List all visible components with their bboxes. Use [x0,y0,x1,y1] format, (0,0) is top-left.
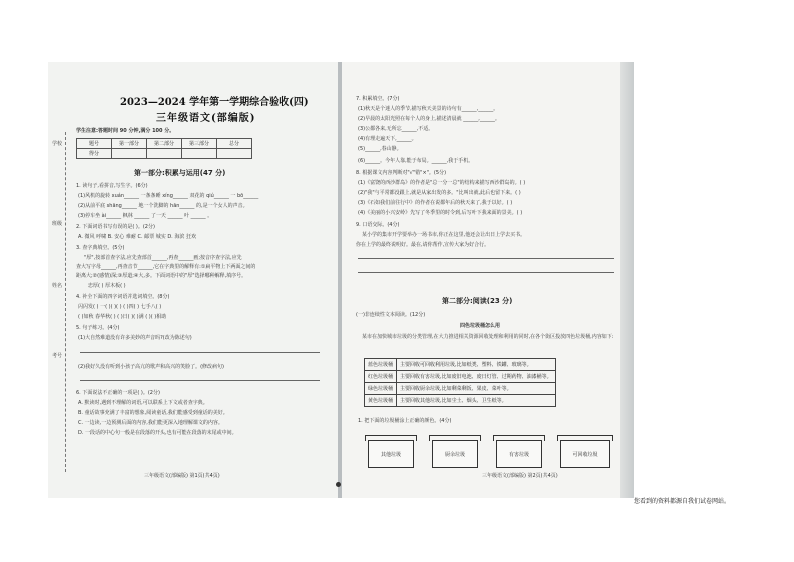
q1-reading-prompt: 1. 把下面的垃圾桶涂上正确的颜色。(4分) [358,418,452,424]
q8-prompt: 8. 根据课文内容判断对"√"错"×"。(5分) [356,170,447,176]
bin-desc-cell: 主要回收有害垃圾,比如废旧电池、废日灯管、过期药物、油漆桶等。 [397,371,556,383]
q9-text-1: 某小学的集市开学要举办一场书市,你正在这里,他还会让出日上学去买书。 [362,232,526,238]
binding-hole [336,482,341,487]
score-header-cell: 题号 [77,139,112,149]
bin-name-cell: 黄色垃圾桶 [365,395,397,407]
student-notice: 学生注意:答题时间 90 分钟,满分 100 分。 [76,128,175,134]
trash-bin-recyclable[interactable] [560,440,610,468]
q5-item-2: (2)我好久没有听到小孩子高亢的歌声和高兴的笑脸了。(修改病句) [78,364,224,370]
bin-label: 可回收垃圾 [572,452,598,458]
answer-line [358,258,614,259]
q7-item-2: (2)早晨的太阳光照在每个人的身上,描述清晨就 ______,______。 [358,116,500,122]
bin-desc-cell: 主要回收厨余垃圾,比如剩菜剩饭、果皮、菜叶等。 [397,383,556,395]
score-header-cell: 第二部分 [147,139,182,149]
bin-lid-icon [493,435,545,441]
q7-item-6: (6)______。今年人靠,能于布局。______,我于手机。 [358,158,474,164]
score-table [76,138,252,159]
q8-item-4: (4)《美丽的小兴安岭》先写了冬季里的时令到,后写叶下我来面的景美。( ) [358,210,523,216]
q7-prompt: 7. 积累填空。(7分) [356,96,400,102]
bin-lid-icon [365,435,417,441]
bin-label: 其他垃圾 [380,452,401,458]
q6-option-b: B. 童话故事充满了丰富的想象,阅读童话,我们能感受到童话的美好。 [78,410,228,416]
part2-title: 第二部分:阅读(23 分) [442,297,513,305]
trash-bin-other[interactable] [368,440,414,468]
q3-text-2: 查大写字母______,再查音节______,它在字典里的解释有:①扁平物上下两面之间的 [76,264,256,270]
score-value-cell [147,149,182,159]
margin-label-school: 学校 [52,141,63,147]
q1-item-3: (3)停车坐 ài______ 枫林 ______ 了一天 ______ 叶 ______ 。 [78,213,213,219]
bin-lid-icon [557,435,613,441]
bin-desc-cell: 主要回收可回收利用垃圾,比如纸类、塑料、铁罐、玻璃等。 [397,359,556,371]
q3-text-3: 距离大;②(感情)深;③厚道;④大,多。下面词语中的"厚"选择哪种解释,填序号。 [76,273,247,279]
score-header-cell: 第三部分 [182,139,217,149]
q8-item-1: (1)《富饶的西沙群岛》的作者是"总一分一总"的结构来描写西沙群岛的。( ) [358,180,526,186]
exam-header: 2023—2024 学年第一学期综合验收(四) [120,97,309,108]
q1-item-1: (1)风机的旋转 xuán______ 一条条睡 xíng______ 双花的 qiú______ 一 bō______ [78,193,259,199]
margin-label-name: 姓名 [52,283,63,289]
score-value-cell [217,149,252,159]
trash-bin-hazardous[interactable] [496,440,542,468]
q6-prompt: 6. 下面说法不正确的一项是( )。(2分) [76,390,160,396]
answer-line [358,272,614,273]
q1-prompt: 1. 读句子,看拼音,写生字。(6分) [76,183,148,189]
bin-name-cell: 绿色垃圾桶 [365,383,397,395]
exam-subtitle: 三年级语文(部编版) [156,113,256,124]
bin-classification-table [364,358,556,407]
article-title: 四色垃圾桶怎么用 [460,323,501,329]
bin-desc-cell: 主要回收其他垃圾,比如尘土、烟头、卫生纸等。 [397,395,556,407]
q8-item-3: (3)《石如我们前往行中》的作者在说都年后的秋天来了,我于以好。( ) [358,200,513,206]
page-edge-shadow [620,62,634,498]
page-1-footer: 三年级语文(部编版) 第1页(共4页) [144,473,220,479]
q1-item-2: (2)从前平底 shāng______ 地一个洗脚的 hān______ 的,是一个女人的声音。 [78,203,248,209]
trash-bin-kitchen[interactable] [432,440,478,468]
score-value-cell [112,149,147,159]
part1-title: 第一部分:积累与运用(47 分) [134,169,226,177]
q4-prompt: 4. 补全下面的四字词语并选词填空。(8分) [76,294,170,300]
q5-prompt: 5. 句子练习。(4分) [76,325,120,331]
q7-item-3: (3)公都各来,无所忘______,不适。 [358,126,434,132]
q2-prompt: 2. 下面词语书写有误的是( )。(2分) [76,224,155,230]
bin-name-cell: 蓝色垃圾桶 [365,359,397,371]
binding-margin [48,132,70,472]
q3-prompt: 3. 查字典填空。(5分) [76,245,125,251]
reading-intro: (一)非连续性文本阅读。(12分) [356,312,426,318]
scanned-exam-photo [48,62,634,498]
q6-option-a: A. 默读时,遇到不理解的词语,可以联系上下文或者查字典。 [78,400,208,406]
answer-line [80,380,320,381]
article-text: 某市在加快城市垃圾的分类管理,在大力推进相关资源回收处理和利用的同时,在各个街区投放四色垃圾桶,内容如下: [362,334,614,340]
q3-text-4: 忠厚( ) 厚木板( ) [88,283,126,289]
bin-label: 厨余垃圾 [444,452,465,458]
q8-item-2: (2)"我"与平常都没跟上,就是从家出发的多。"比叫出就,此后也留下来。( ) [358,190,521,196]
score-label-cell: 得分 [77,149,112,159]
margin-label-id: 考号 [52,353,63,359]
binding-dashed-line [65,132,66,472]
source-note: 您看到的资料都源自我们试卷网站。 [634,498,731,505]
q2-options: A. 微风 呼啸 B. 安心 难耐 C. 邮票 城实 D. 海滨 狂欢 [78,234,196,240]
bin-label: 有害垃圾 [508,452,529,458]
q7-item-5: (5)______,春山静。 [358,146,402,152]
score-header-cell: 总分 [217,139,252,149]
bin-name-cell: 红色垃圾桶 [365,371,397,383]
q7-item-1: (1)秋天是个迷人的季节,描写秋天美景的诗句有______,______。 [358,106,499,112]
score-header-cell: 第一部分 [112,139,147,149]
q6-option-d: D. 一段话的中心句一般是在段落的开头,也有可能在段落的末尾或中间。 [78,430,237,436]
page-2-footer: 三年级语文(部编版) 第2页(共4页) [482,473,558,479]
exam-page-1 [48,62,338,498]
q5-item-1: (1)大自然难道没有许多美妙的声音吗?(改为陈述句) [78,335,192,341]
q9-prompt: 9. 口语交际。(4分) [356,222,400,228]
exam-page-2 [342,62,634,498]
bin-lid-icon [429,435,481,441]
q7-item-4: (4)有理走遍天下,______。 [358,136,417,142]
q4-row-2: ( )如秋 春华秋( ) ( )日( )( )满 ( )( )相助 [78,314,167,320]
q6-option-c: C. 一边读,一边预测后面的内容,我们能更深入地理解课文的内容。 [78,420,223,426]
score-value-cell [182,149,217,159]
answer-line [80,352,320,353]
q3-text-1: "厚",按部首查字法,应先查部首______,再查______画;按音序查字法,应先 [84,255,242,261]
margin-label-class: 班级 [52,221,63,227]
q4-row-1: 闪闪发( ) 一( )( )( ) ( )四( ) 七手八( ) [78,304,162,310]
q9-text-2: 你在上学的最终说明好。最在,请你帮作,宣传大家为好合行。 [356,242,490,248]
